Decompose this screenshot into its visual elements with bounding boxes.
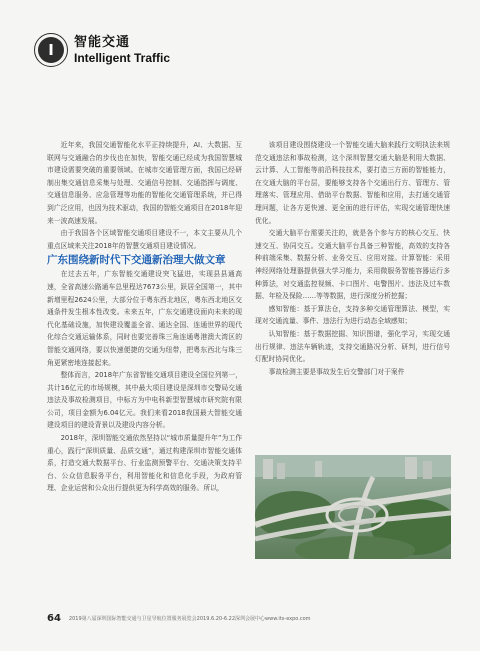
paragraph: 整体而言，2018年广东省智能交通项目建设全国位列第一，共计16亿元的市场规模，其中最大项目建设是深圳市交警局交通违法及事故检测项目，中标方为中电科新型智慧城市研究院有限公司，项目金额为6.04亿元。我们来看2018我国最大智能交通建设项目的建设背景以及建设内容分析。 [47, 371, 242, 430]
right-column [255, 139, 450, 378]
section-title-cn: 智能交通 [74, 35, 131, 50]
left-column [47, 139, 242, 495]
section-subheading: 广东围绕新时代下交通新治理大做文章 [47, 254, 226, 267]
paragraph: 认知智能：基于数据挖掘、知识图谱，强化学习，实现交通出行规律、违法车辆轨迹，支持交通路况分析、研判，进行信号灯配时协同优化。 [255, 329, 450, 364]
paragraph: 近年来，我国交通智能化水平正持续提升，AI、大数据、互联网与交通融合的步伐也在加快，智能交通已经成为我国智慧城市建设需要突破的重要领域。在城市交通管理方面，我国已经研制出集交通信息采集与处理、交通信号控制、交通指挥与调度、交通信息服务、应急管理等功能的智能化交通管理系统，并已得到广泛应用，也因为技术驱动，我国的智能交通项目在2018年迎来一波高速发展。 [47, 141, 242, 225]
page-header [34, 30, 170, 70]
paragraph: 该项目建设围绕建设一个智能交通大脑来践行文明执法来规范交通违法和事故检测，这个深圳智慧交通大脑是利用大数据、云计算、人工智能等前沿科技技术，要打造三方面的智能能力，在交通大脑的平台层，要能够支持各个交通出行方、管理方、管理落实、管理应用、借助平台数据、智能和应用，去打通交通管理问题，让各方更快速、更全面的进行评估，实现交通管理快速优化。 [255, 141, 450, 225]
city-interchange-illustration [255, 455, 451, 559]
paragraph: 在过去五年，广东智能交通建设突飞猛进，实现县县通高速，全省高速公路通车总里程达7673公里，跃居全国第一，其中新增里程2624公里，大部分位于粤东西北地区，粤东西北地区交通条件发生根本性改变。未来五年，广东交通建设面向未来的现代化基础设施，加快建设覆盖全省、通达全国、连通世界的现代化综合交通运输体系，同时也要完善珠三角连通粤港澳大湾区的智能交通网络，要以快速便捷的交通为纽带，把粤东西北与珠三角更紧密地连接起来。 [47, 270, 242, 367]
footer-caption: 2019第八届深圳国际智能交通与卫星导航位置服务展览会2019.6.20-6.22深圳会展中心www.its-expo.com [68, 616, 311, 622]
paragraph: 2018年，深圳智能交通依然坚持以“城市质量提升年”为工作重心，践行“深圳质量、品质交通”，通过构建深圳市智能交通体系，打造交通大数据平台、行业监测预警平台、交通决策支持平台、公众信息服务平台，利用智能化和信息化手段，为政府管理、企业运营和公众出行提供更为科学高效的服务。所以， [47, 434, 242, 493]
page-number: 64 [47, 613, 61, 624]
paragraph: 感知智能：基于算法仓，支持多种交通管理算法、模型，实现对交通流量、事件、违法行为进行动态全域感知； [255, 304, 450, 326]
page-footer [47, 613, 311, 624]
paragraph: 由于我国各个区域智能交通项目建设不一，本文主要从几个重点区域来关注2018年的智慧交通项目建设情况。 [47, 229, 242, 250]
city-interchange-photo [255, 455, 451, 559]
section-logo [34, 33, 68, 67]
paragraph: 交通大脑平台需要关注的，就是各个参与方的核心交互、快速交互、协同交互。交通大脑平台具备三种智能，高效的支持各种前端采集、数据分析、业务交互、应用对接。计算智能：采用神经网络处理器提供强大学习能力，采用微服务智能容器运行多种算法，对交通监控视频、卡口图片、电警图片、违法及过车数据、年检及保险……等等数据，进行深度分析挖掘； [255, 229, 450, 301]
section-title-en: Intelligent Traffic [74, 51, 171, 65]
section-logo-letter: I [38, 37, 64, 63]
paragraph: 事故检测主要是事故发生后交警部门对于案件 [268, 367, 405, 376]
section-title [74, 36, 170, 64]
